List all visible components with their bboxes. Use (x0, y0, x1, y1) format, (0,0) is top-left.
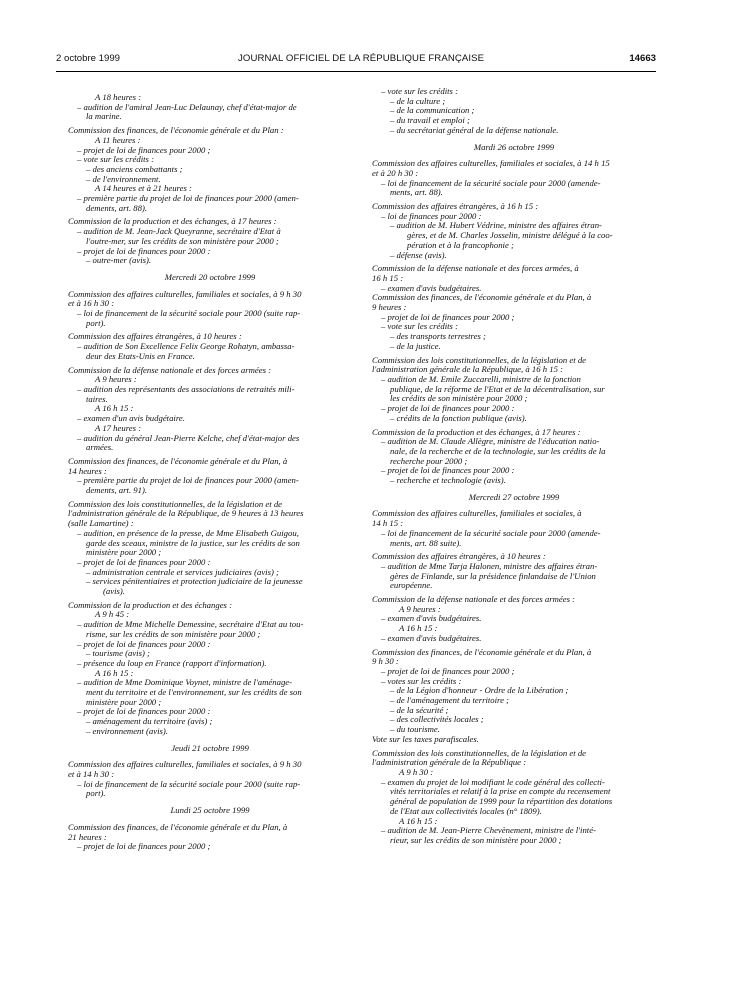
sub-item-cont: gères, et de M. Charles Josselin, ministre délégué à la coo- (407, 231, 613, 241)
agenda-item-cont: l'outre-mer, sur les crédits de son ministère pour 2000 ; (86, 236, 279, 246)
agenda-item: – audition de M. Emile Zuccarelli, ministre de la fonction (381, 374, 581, 384)
sub-item: – de l'aménagement du territoire ; (390, 696, 510, 706)
agenda-item: – vote sur les crédits : (77, 155, 154, 165)
sub-item: – crédits de la fonction publique (avis). (390, 413, 527, 423)
agenda-item-cont: nale, de la recherche et de la technologie, sur les crédits de la (390, 446, 606, 456)
commission-heading-cont: 9 heures : (372, 303, 407, 313)
commission-heading: Commission des affaires étrangères, à 10 heures : (372, 552, 546, 562)
commission-heading: Commission des affaires culturelles, familiales et sociales, à 14 h 15 (372, 159, 610, 169)
commission-heading: Commission de la défense nationale et des forces armées : (68, 365, 272, 375)
agenda-item-cont: armées. (86, 443, 114, 453)
commission-heading: Commission des lois constitutionnelles, de la législation et de (68, 499, 283, 509)
commission-heading-cont: 21 heures : (68, 832, 107, 842)
agenda-item-cont: ministère pour 2000 ; (86, 548, 162, 558)
agenda-item: – projet de loi de finances pour 2000 : (77, 557, 211, 567)
sub-item: – de la culture ; (390, 96, 446, 106)
date-heading: Mercredi 27 octobre 1999 (468, 492, 560, 502)
time-line: A 16 h 15 : (399, 816, 438, 826)
agenda-item-cont: gères de Finlande, sur la présidence finlandaise de l'Union (390, 571, 596, 581)
commission-heading: Commission de la production et des échanges : (68, 600, 232, 610)
agenda-item: – projet de loi de finances pour 2000 : (77, 707, 211, 717)
agenda-item: – présence du loup en France (rapport d'information). (77, 658, 267, 668)
agenda-item: – loi de financement de la sécurité sociale pour 2000 (amende- (381, 528, 601, 538)
agenda-item: – projet de loi de finances pour 2000 : (381, 404, 515, 414)
commission-heading-cont: et à 16 h 30 : (68, 299, 115, 309)
sub-item: – des collectivités locales ; (390, 715, 484, 725)
agenda-item-cont: européenne. (390, 581, 433, 591)
sub-item-cont: (avis). (103, 587, 125, 597)
page-number: 14663 (629, 53, 656, 64)
sub-item: – du secrétariat général de la défense nationale. (390, 125, 559, 135)
agenda-item: – loi de finances pour 2000 : (381, 211, 482, 221)
sub-item: – tourisme (avis) ; (86, 649, 150, 659)
agenda-item: – examen d'avis budgétaires. (381, 633, 482, 643)
commission-heading-cont: l'administration générale de la République : (372, 758, 527, 768)
agenda-item: – votes sur les crédits : (381, 676, 462, 686)
sub-item: – audition de M. Hubert Védrine, ministre des affaires étran- (390, 221, 602, 231)
journal-title: JOURNAL OFFICIEL DE LA RÉPUBLIQUE FRANÇAISE (238, 53, 485, 64)
time-line: A 11 heures : (95, 135, 141, 145)
time-line: A 16 h 15 : (95, 668, 134, 678)
sub-item-cont: pération et à la francophonie ; (407, 240, 514, 250)
sub-item: – du travail et emploi ; (390, 116, 470, 126)
commission-heading-cont: et à 14 h 30 : (68, 770, 115, 779)
agenda-item-cont: dements, art. 88). (86, 203, 148, 213)
commission-heading: Commission des finances, de l'économie générale et du Plan : (68, 126, 284, 136)
agenda-item: – loi de financement de la sécurité sociale pour 2000 (suite rap- (77, 779, 301, 789)
commission-heading: Commission des lois constitutionnelles, de la législation et de (372, 748, 587, 758)
sub-item: – de la sécurité ; (390, 705, 449, 715)
agenda-item: – audition de Mme Tarja Halonen, ministre des affaires étran- (381, 561, 598, 571)
agenda-item: – projet de loi de finances pour 2000 ; (381, 666, 515, 676)
sub-item: – des transports terrestres ; (390, 332, 486, 342)
sub-item: – de l'environnement. (86, 174, 161, 184)
agenda-item: – vote sur les crédits : (381, 87, 458, 96)
agenda-item-cont: port). (86, 318, 106, 328)
commission-heading: Commission de la production et des échanges, à 17 heures : (68, 217, 277, 227)
agenda-item: – audition de M. Jean-Pierre Chevènement, ministre de l'inté- (381, 826, 596, 836)
sub-item: – de la Légion d'honneur - Ordre de la Libération ; (390, 686, 569, 696)
date-heading: Jeudi 21 octobre 1999 (171, 743, 249, 753)
sub-item: – du tourisme. (390, 725, 440, 735)
agenda-item-cont: les crédits de son ministère pour 2000 ; (390, 394, 528, 404)
agenda-item: – examen d'un avis budgétaire. (77, 414, 185, 424)
agenda-item: – projet de loi de finances pour 2000 ; (77, 842, 211, 852)
time-line: A 9 h 30 : (399, 768, 434, 777)
time-line: A 16 h 15 : (95, 404, 134, 414)
commission-heading: Commission des affaires culturelles, familiales et sociales, à (372, 509, 582, 519)
agenda-item-cont: risme, sur les crédits de son ministère pour 2000 ; (86, 629, 261, 639)
agenda-item: – première partie du projet de loi de finances pour 2000 (amen- (77, 194, 299, 204)
time-line: A 18 heures : (95, 93, 142, 102)
agenda-item: – audition du général Jean-Pierre Kelche, chef d'état-major des (77, 433, 300, 443)
agenda-item-cont: garde des sceaux, ministre de la justice, sur les crédits de son (86, 538, 300, 548)
commission-heading: Commission de la défense nationale et des forces armées : (372, 595, 576, 605)
agenda-item-cont: ments, art. 88 suite). (390, 538, 462, 548)
time-line: A 14 heures et à 21 heures : (95, 184, 192, 194)
agenda-item-cont: la marine. (86, 112, 122, 122)
agenda-item: – examen du projet de loi modifiant le code général des collecti- (381, 777, 605, 787)
agenda-item: – audition, en présence de la presse, de Mme Elisabeth Guigou, (77, 528, 299, 538)
agenda-item-cont: ments, art. 88). (390, 188, 443, 198)
agenda-item-cont: deur des Etats-Unis en France. (86, 351, 195, 361)
agenda-item: – audition de M. Claude Allègre, ministre de l'éducation natio- (381, 437, 600, 447)
commission-heading-cont: (salle Lamartine) : (68, 519, 134, 529)
date-heading: Mercredi 20 octobre 1999 (164, 272, 256, 282)
agenda-item: – vote sur les crédits : (381, 322, 458, 332)
commission-heading-cont: l'administration générale de la République, à 16 h 15 : (372, 365, 564, 375)
commission-heading: Commission des affaires culturelles, familiales et sociales, à 9 h 30 (68, 760, 302, 770)
sub-item: – environnement (avis). (86, 726, 168, 736)
time-line: A 17 heures : (95, 423, 142, 433)
agenda-item: – audition de l'amiral Jean-Luc Delaunay, chef d'état-major de (77, 102, 297, 112)
commission-heading: Commission des affaires étrangères, à 16 h 15 : (372, 202, 539, 212)
agenda-item: – audition des représentants des associations de retraités mili- (77, 384, 295, 394)
agenda-item-cont: rieur, sur les crédits de son ministère pour 2000 ; (390, 835, 562, 845)
commission-heading-cont: et à 20 h 30 : (372, 168, 419, 178)
agenda-item-cont: recherche pour 2000 ; (390, 456, 468, 466)
sub-item: – des anciens combattants ; (86, 164, 183, 174)
sub-item: – aménagement du territoire (avis) ; (86, 717, 213, 727)
commission-heading: Commission des lois constitutionnelles, de la législation et de (372, 355, 587, 365)
page-header (56, 53, 656, 67)
right-column (372, 87, 656, 846)
agenda-item-cont: dements, art. 91). (86, 486, 148, 496)
commission-heading: Commission des affaires culturelles, familiales et sociales, à 9 h 30 (68, 289, 302, 299)
commission-heading: Commission des finances, de l'économie générale et du Plan, à (68, 822, 288, 832)
agenda-item: – projet de loi de finances pour 2000 : (381, 466, 515, 476)
agenda-item: – projet de loi de finances pour 2000 : (77, 246, 211, 256)
agenda-item-cont: vités territoriales et relatif à la prise en compte du recensement (390, 787, 611, 797)
sub-item: – de la justice. (390, 341, 441, 351)
time-line: A 16 h 15 : (399, 624, 438, 634)
agenda-item: – audition de Son Excellence Felix George Rohatyn, ambassa- (77, 342, 295, 352)
time-line: A 9 heures : (399, 604, 441, 614)
date-heading: Lundi 25 octobre 1999 (170, 806, 250, 816)
agenda-item-cont: ministère pour 2000 ; (86, 697, 162, 707)
commission-heading: Commission de la défense nationale et des forces armées, à (372, 264, 579, 274)
commission-heading: Commission de la production et des échanges, à 17 heures : (372, 427, 581, 437)
time-line: A 9 heures : (95, 375, 137, 385)
agenda-item: – projet de loi de finances pour 2000 ; (381, 312, 515, 322)
agenda-item: – première partie du projet de loi de finances pour 2000 (amen- (77, 476, 299, 486)
agenda-item-cont: taires. (86, 394, 108, 404)
agenda-item: – audition de Mme Michelle Demessine, secrétaire d'Etat au tou- (77, 620, 304, 630)
commission-heading-cont: l'administration générale de la République, de 9 heures à 13 heures (68, 509, 304, 519)
time-line: A 9 h 45 : (95, 610, 130, 620)
left-column (68, 93, 352, 852)
header-rule (56, 71, 656, 72)
agenda-item-cont: de l'Etat aux collectivités locales (n° 1809). (390, 806, 542, 816)
commission-heading: Commission des finances, de l'économie générale et du Plan, à (372, 647, 592, 657)
sub-item: – outre-mer (avis). (86, 256, 152, 266)
commission-heading: Commission des finances, de l'économie générale et du Plan, à (372, 293, 592, 303)
agenda-item: – loi de financement de la sécurité sociale pour 2000 (suite rap- (77, 309, 301, 319)
sub-item: – défense (avis). (390, 250, 447, 260)
date-heading: Mardi 26 octobre 1999 (473, 142, 555, 152)
agenda-item-cont: ment du territoire et de l'environnement, sur les crédits de son (86, 688, 302, 698)
vote-line: Vote sur les taxes parafiscales. (372, 734, 479, 744)
agenda-item: – examen d'avis budgétaires. (381, 283, 482, 293)
commission-heading-cont: 14 heures : (68, 466, 107, 476)
agenda-item-cont: général de population de 1999 pour la répartition des dotations (390, 797, 613, 807)
header-date: 2 octobre 1999 (56, 53, 121, 64)
agenda-item: – examen d'avis budgétaires. (381, 614, 482, 624)
sub-item: – de la communication ; (390, 106, 475, 116)
sub-item: – administration centrale et services judiciaires (avis) ; (86, 567, 279, 577)
agenda-item: – audition de M. Jean-Jack Queyranne, secrétaire d'Etat à (77, 227, 281, 237)
commission-heading-cont: 14 h 15 : (372, 519, 404, 529)
commission-heading-cont: 9 h 30 : (372, 657, 399, 667)
agenda-item-cont: port). (86, 789, 106, 799)
agenda-item: – projet de loi de finances pour 2000 : (77, 639, 211, 649)
commission-heading: Commission des affaires étrangères, à 10 heures : (68, 332, 242, 342)
sub-item: – services pénitentiaires et protection judiciaire de la jeunesse (86, 577, 303, 587)
commission-heading: Commission des finances, de l'économie générale et du Plan, à (68, 456, 288, 466)
sub-item: – recherche et technologie (avis). (390, 476, 506, 486)
agenda-item-cont: publique, de la réforme de l'Etat et de la décentralisation, sur (390, 384, 605, 394)
agenda-item: – audition de Mme Dominique Voynet, ministre de l'aménage- (77, 678, 293, 688)
commission-heading-cont: 16 h 15 : (372, 273, 404, 283)
agenda-item: – loi de financement de la sécurité sociale pour 2000 (amende- (381, 178, 601, 188)
agenda-item: – projet de loi de finances pour 2000 ; (77, 145, 211, 155)
